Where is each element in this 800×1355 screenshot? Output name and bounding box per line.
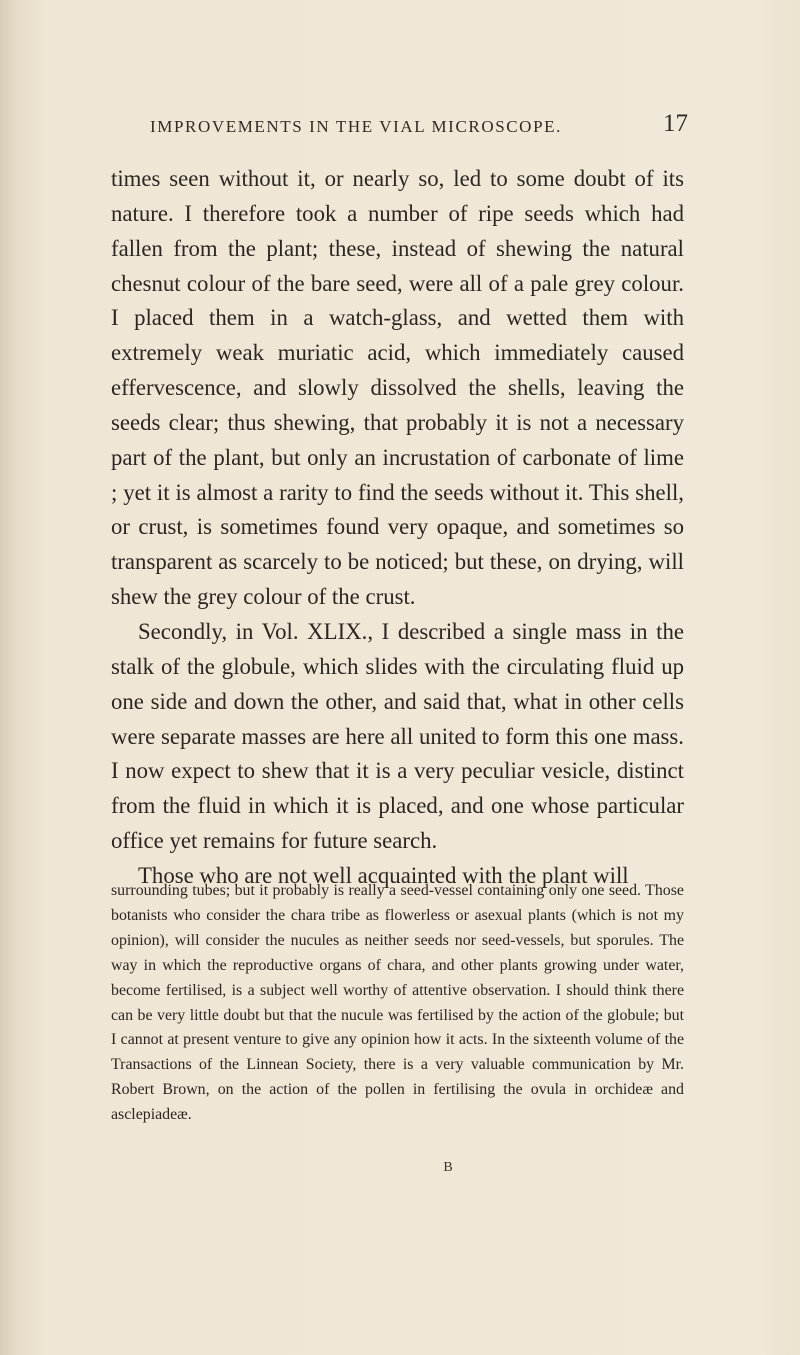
page-header [108,111,688,143]
paragraph: times seen without it, or nearly so, led to some doubt of its nature. I therefore took a number of ripe seeds which had fallen from the plant; these, instead of shewing the natural chesnut colour of the bare seed, were all of a pale grey colour. I placed them in a watch-glass, and wetted them with extremely weak muriatic acid, which immediately caused effervescence, and slowly dissolved the shells, leaving the seeds clear; thus shewing, that probably it is not a necessary part of the plant, but only an incrustation of carbonate of lime ; yet it is almost a rarity to find the seeds without it. This shell, or crust, is sometimes found very opaque, and sometimes so transparent as scarcely to be noticed; but these, on drying, will shew the grey colour of the crust. [111,166,684,610]
footnote [111,879,684,1128]
body-text [111,162,684,894]
running-head: IMPROVEMENTS IN THE VIAL MICROSCOPE. [150,117,562,136]
signature-mark [0,1160,800,1176]
paragraph: Secondly, in Vol. XLIX., I described a single mass in the stalk of the globule, which slides with the circulating fluid up one side and down the other, and said that, what in other cells were separate masses are here all united to form this one mass. I now expect to shew that it is a very peculiar vesicle, distinct from the fluid in which it is placed, and one whose particular office yet remains for future search. [111,618,684,854]
footnote-text: surrounding tubes; but it probably is really a seed-vessel containing only one seed. Those botanists who consider the chara tribe as flowerless or asexual plants (which is not my opinion), will consider the nucules as neither seeds nor seed-vessels, but sporules. The way in which the reproductive organs of chara, and other plants growing under water, become fertilised, is a subject well worthy of attentive observation. I should think there can be very little doubt but that the nucule was fertilised by the action of the globule; but I cannot at present venture to give any opinion how it acts. In the sixteenth volume of the Transactions of the Linnean Society, there is a very valuable communication by Mr. Robert Brown, on the action of the pollen in fertilising the ovula in orchideæ and asclepiadeæ. [111,882,684,1124]
signature-letter: B [443,1160,453,1175]
paragraph: Those who are not well acquainted with the plant will [138,862,629,888]
page-number: 17 [663,110,688,137]
